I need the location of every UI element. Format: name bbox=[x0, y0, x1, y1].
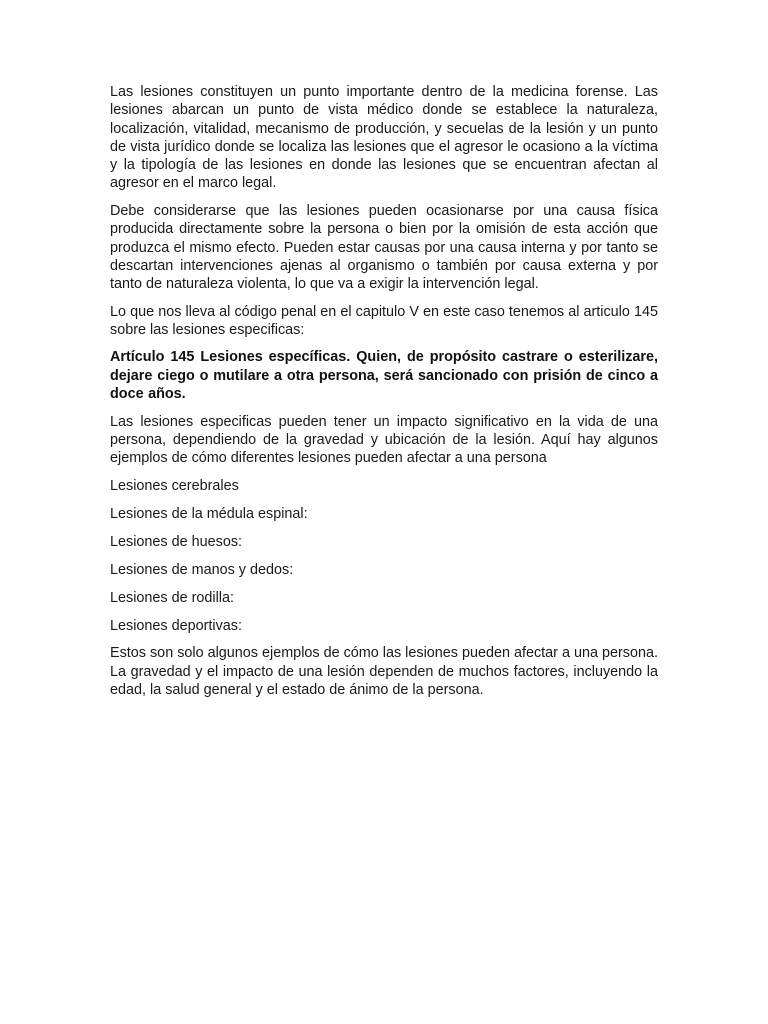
document-body bbox=[110, 83, 658, 709]
example-item-sports: Lesiones deportivas: bbox=[110, 617, 242, 634]
article-145-text: Artículo 145 Lesiones específicas. Quien, de propósito castrare o esterilizare, dejare ciego o mutilare a otra persona, será sancionado con prisión de cinco a doce años. bbox=[110, 349, 658, 403]
paragraph-impact: Las lesiones especificas pueden tener un impacto significativo en la vida de una persona, dependiendo de la gravedad y ubicación de la lesión. Aquí hay algunos ejemplos de cómo diferentes lesiones pueden afectar a una persona bbox=[110, 413, 658, 467]
paragraph-causes: Debe considerarse que las lesiones pueden ocasionarse por una causa física producida directamente sobre la persona o bien por la omisión de esta acción que produzca el mismo efecto. Pueden estar causas por una causa interna y por tanto se descartan intervenciones ajenas al organismo o también por causa externa y por tanto de naturaleza violenta, lo que va a exigir la intervención legal. bbox=[110, 202, 658, 293]
example-item-knee: Lesiones de rodilla: bbox=[110, 589, 234, 606]
example-item-hands-fingers: Lesiones de manos y dedos: bbox=[110, 561, 294, 578]
example-item-bones: Lesiones de huesos: bbox=[110, 533, 243, 550]
paragraph-intro: Las lesiones constituyen un punto importante dentro de la medicina forense. Las lesiones abarcan un punto de vista médico donde se establece la naturaleza, localización, vitalidad, mecanismo de producción, y secuelas de la lesión y un punto de vista jurídico donde se localiza las lesiones que el agresor le ocasiono a la víctima y la tipología de las lesiones en donde las lesiones que se encuentran afectan al agresor en el marco legal. bbox=[110, 84, 658, 192]
example-item-spinal-cord: Lesiones de la médula espinal: bbox=[110, 505, 308, 522]
example-item-brain: Lesiones cerebrales bbox=[110, 477, 239, 494]
paragraph-closing: Estos son solo algunos ejemplos de cómo las lesiones pueden afectar a una persona. La gravedad y el impacto de una lesión dependen de muchos factores, incluyendo la edad, la salud general y el estado de ánimo de la persona. bbox=[110, 645, 658, 699]
paragraph-penal-code: Lo que nos lleva al código penal en el capitulo V en este caso tenemos al articulo 145 sobre las lesiones especificas: bbox=[110, 303, 658, 338]
